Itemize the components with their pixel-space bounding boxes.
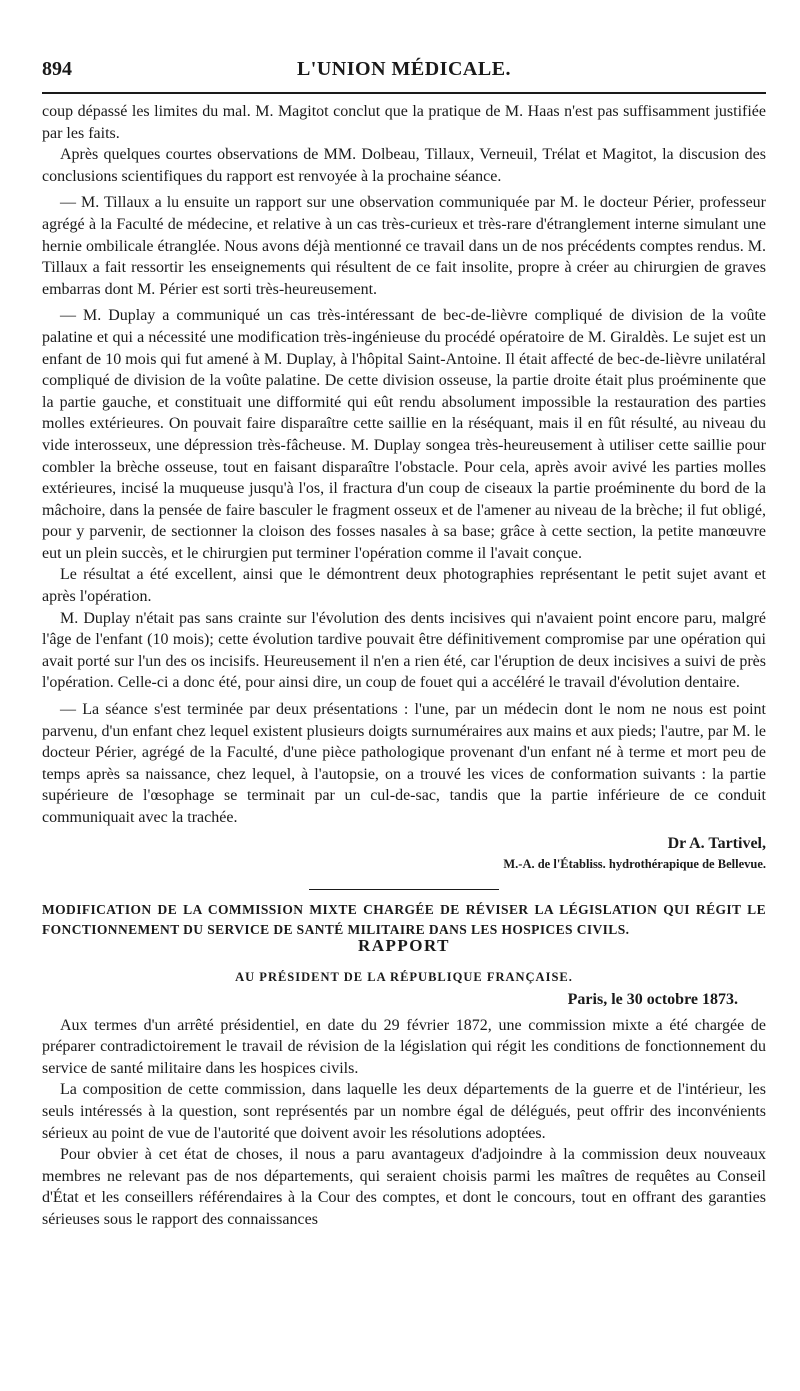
page-number: 894 [42,58,72,80]
journal-title: L'UNION MÉDICALE. [296,58,512,80]
header-rule [42,92,766,94]
paragraph-5: Le résultat a été excellent, ainsi que le démontrent deux photographies représentant le petit sujet avant et après l'opération. [42,566,766,606]
section-title: MODIFICATION DE LA COMMISSION MIXTE CHARGÉE DE RÉVISER LA LÉGISLATION QUI RÉGIT LE FONCTIONNEMENT DU SERVICE DE SANTÉ MILITAIRE DANS LES HOSPICES CIVILS. [42,901,766,937]
paragraph-2: Après quelques courtes observations de MM. Dolbeau, Tillaux, Verneuil, Trélat et Magitot, la discusion des conclusions scientifiques du rapport est renvoyée à la prochaine séance. [42,146,766,185]
paragraph-1: coup dépassé les limites du mal. M. Magitot conclut que la pratique de M. Haas n'est pas suffisamment justifiée par les faits. [42,103,766,142]
paragraph-4: — M. Duplay a communiqué un cas très-intéressant de bec-de-lièvre compliqué de division de la voûte palatine et qui a nécessité une modification très-ingénieuse du procédé opératoire de M. Giraldès. Le sujet est un enfant de 10 mois qui fut amené à M. Duplay, à l'hôpital Saint-Antoine. Il était affecté de bec-de-lièvre unilatéral compliqué de division de la voûte palatine. De cette division osseuse, la partie droite était plus proéminente que la partie gauche, et constituait une difformité qui eût rendu absolument impossible la restauration des parties molles extérieures. On pouvait faire disparaître cette saillie en la réséquant, mais il en fût résulté, au niveau du vide interosseux, une dépression très-fâcheuse. M. Duplay songea très-heureusement à utiliser cette saillie pour combler la brèche osseuse, tout en faisant disparaître l'obstacle. Pour cela, après avoir avivé les parties molles extérieures, incisé la muqueuse jusqu'à l'os, il fractura d'un coup de ciseaux la partie proéminente du bord de la mâchoire, dans la pensée de faire basculer le fragment osseux et de l'amener au niveau de la brèche; il fut obligé, pour y parvenir, de sectionner la cloison des fosses nasales à sa base; grâce à cette section, la petite manœuvre eut un plein succès, et le chirurgien put terminer l'opération comme il l'avait conçue. [42,307,766,562]
paragraph-3: — M. Tillaux a lu ensuite un rapport sur une observation communiquée par M. le docteur Périer, professeur agrégé à la Faculté de médecine, et relative à un cas très-curieux et très-rare d'étranglement interne simulant une hernie ombilicale étranglée. Nous avons déjà mentionné ce travail dans un de nos précédents comptes rendus. M. Tillaux a fait ressortir les enseignements qui résultent de ce fait insolite, propre à créer au chirurgien de graves embarras dont M. Périer est sorti très-heureusement. [42,194,766,298]
page-header [42,0,766,90]
report-date: Paris, le 30 octobre 1873. [567,990,738,1008]
section-heading: RAPPORT [357,935,451,955]
addressee-line: AU PRÉSIDENT DE LA RÉPUBLIQUE FRANÇAISE. [235,969,573,984]
paragraph-6: M. Duplay n'était pas sans crainte sur l'évolution des dents incisives qui n'avaient point encore paru, malgré l'âge de l'enfant (10 mois); cette évolution tardive pouvait être définitivement compromise par une opération qui avait porté sur l'un des os incisifs. Heureusement il n'en a rien été, car l'éruption de deux incisives a suivi de près l'opération. Celle-ci a donc été, pour ainsi dire, un coup de fouet qui a accéléré le travail d'évolution dentaire. [42,609,766,692]
signature-affiliation: M.-A. de l'Établiss. hydrothérapique de Bellevue. [503,856,766,871]
article-body [42,101,766,1231]
signature-name: Dr A. Tartivel, [667,834,766,852]
report-paragraph-3: Pour obvier à cet état de choses, il nous a paru avantageux d'adjoindre à la commission deux nouveaux membres ne relevant pas de nos départements, qui seraient choisis parmi les maîtres de requêtes au Conseil d'État et les conseillers référendaires à la Cour des comptes, et dont le concours, tout en offrant des garanties sérieuses sous le rapport des connaissances [42,1146,766,1228]
report-paragraph-1: Aux termes d'un arrêté présidentiel, en date du 29 février 1872, une commission mixte a été chargée de préparer contradictoirement le travail de révision de la législation qui régit les conditions de fonctionnement du service de santé militaire dans les hospices civils. [42,1016,766,1077]
report-paragraph-2: La composition de cette commission, dans laquelle les deux départements de la guerre et de l'intérieur, les seuls intéressés à la question, sont représentés par un nombre égal de délégués, peut offrir des inconvénients sérieux au point de vue de l'autorité que doivent avoir les résolutions adoptées. [42,1081,766,1142]
paragraph-7: — La séance s'est terminée par deux présentations : l'une, par un médecin dont le nom ne nous est point parvenu, d'un enfant chez lequel existent plusieurs doigts surnuméraires aux mains et aux pieds; l'autre, par M. le docteur Périer, agrégé de la Faculté, d'une pièce pathologique provenant d'un enfant né à terme et mort peu de temps après sa naissance, chez lequel, à l'autopsie, on a trouvé les vices de conformation suivants : la partie supérieure de l'œsophage se terminait par un cul-de-sac, tandis que la partie inférieure de ce conduit communiquait avec la trachée. [42,701,766,826]
section-separator [309,889,499,890]
